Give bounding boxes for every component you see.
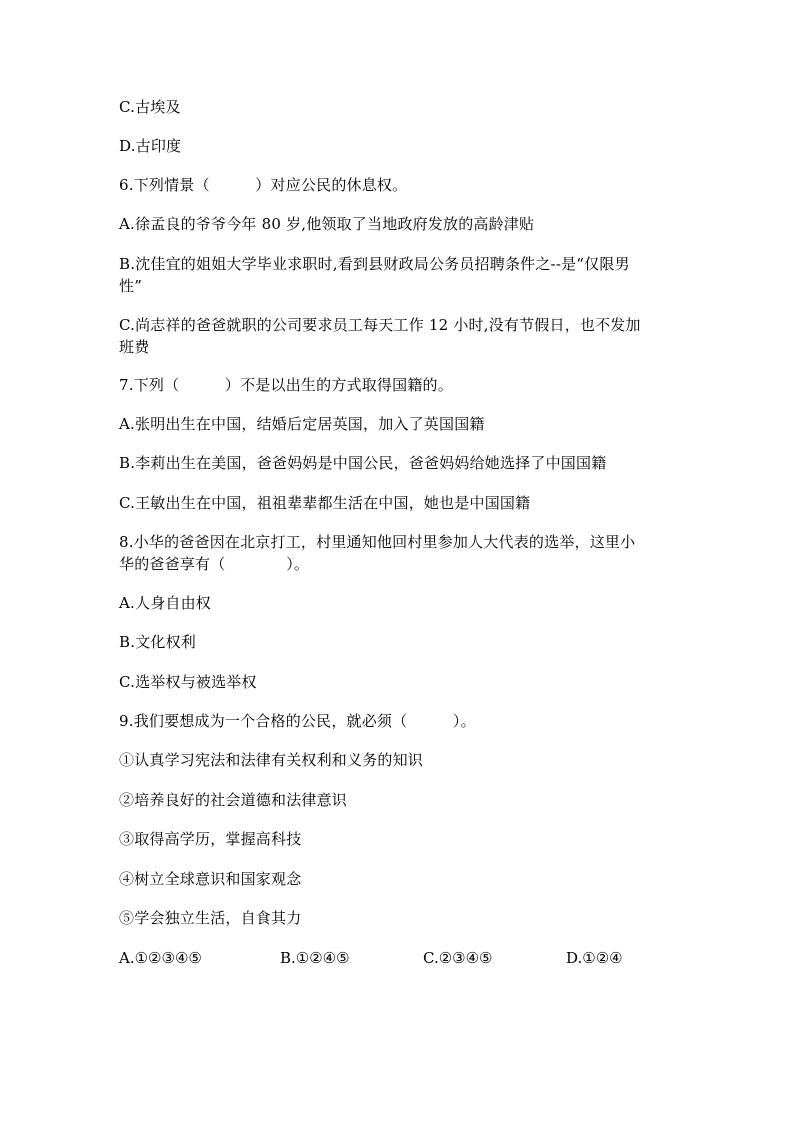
q6-option-b-line2: 性” bbox=[119, 277, 143, 295]
q7-stem: 7.下列（ ）不是以出生的方式取得国籍的。 bbox=[119, 376, 453, 394]
q6-stem: 6.下列情景（ ）对应公民的休息权。 bbox=[119, 176, 408, 194]
q6-option-c-line2: 班费 bbox=[119, 338, 150, 356]
q7-option-c: C.王敏出生在中国，祖祖辈辈都生活在中国，她也是中国国籍 bbox=[119, 494, 531, 512]
q9-item-2: ②培养良好的社会道德和法律意识 bbox=[119, 791, 348, 809]
q9-item-1: ①认真学习宪法和法律有关权利和义务的知识 bbox=[119, 751, 424, 769]
q9-option-c: C.②③④⑤ bbox=[423, 949, 493, 967]
q9-options-row bbox=[119, 948, 679, 970]
q6-option-a: A.徐孟良的爷爷今年 80 岁,他领取了当地政府发放的高龄津贴 bbox=[119, 215, 535, 233]
q7-option-b: B.李莉出生在美国，爸爸妈妈是中国公民，爸爸妈妈给她选择了中国国籍 bbox=[119, 454, 607, 472]
q8-option-b: B.文化权利 bbox=[119, 633, 196, 651]
q5-option-c: C.古埃及 bbox=[119, 98, 181, 116]
q6-option-b-line1: B.沈佳宜的姐姐大学毕业求职时,看到县财政局公务员招聘条件之--是“仅限男 bbox=[119, 255, 630, 273]
q7-option-a: A.张明出生在中国，结婚后定居英国，加入了英国国籍 bbox=[119, 415, 485, 433]
q8-option-c: C.选举权与被选举权 bbox=[119, 673, 257, 691]
q5-option-d: D.古印度 bbox=[119, 137, 182, 155]
q9-item-3: ③取得高学历，掌握高科技 bbox=[119, 830, 302, 848]
q6-option-c-line1: C.尚志祥的爸爸就职的公司要求员工每天工作 12 小时,没有节假日，也不发加 bbox=[119, 316, 641, 334]
q9-option-d: D.①②④ bbox=[566, 949, 623, 967]
q9-option-b: B.①②④⑤ bbox=[280, 949, 350, 967]
q9-item-5: ⑤学会独立生活，自食其力 bbox=[119, 909, 302, 927]
q9-option-a: A.①②③④⑤ bbox=[119, 949, 202, 967]
q9-stem: 9.我们要想成为一个合格的公民，就必须（ ）。 bbox=[119, 712, 476, 730]
q8-stem-line2: 华的爸爸享有（ ）。 bbox=[119, 555, 310, 573]
q8-stem-line1: 8.小华的爸爸因在北京打工，村里通知他回村里参加人大代表的选举，这里小 bbox=[119, 533, 636, 551]
q8-option-a: A.人身自由权 bbox=[119, 594, 212, 612]
q9-item-4: ④树立全球意识和国家观念 bbox=[119, 870, 302, 888]
